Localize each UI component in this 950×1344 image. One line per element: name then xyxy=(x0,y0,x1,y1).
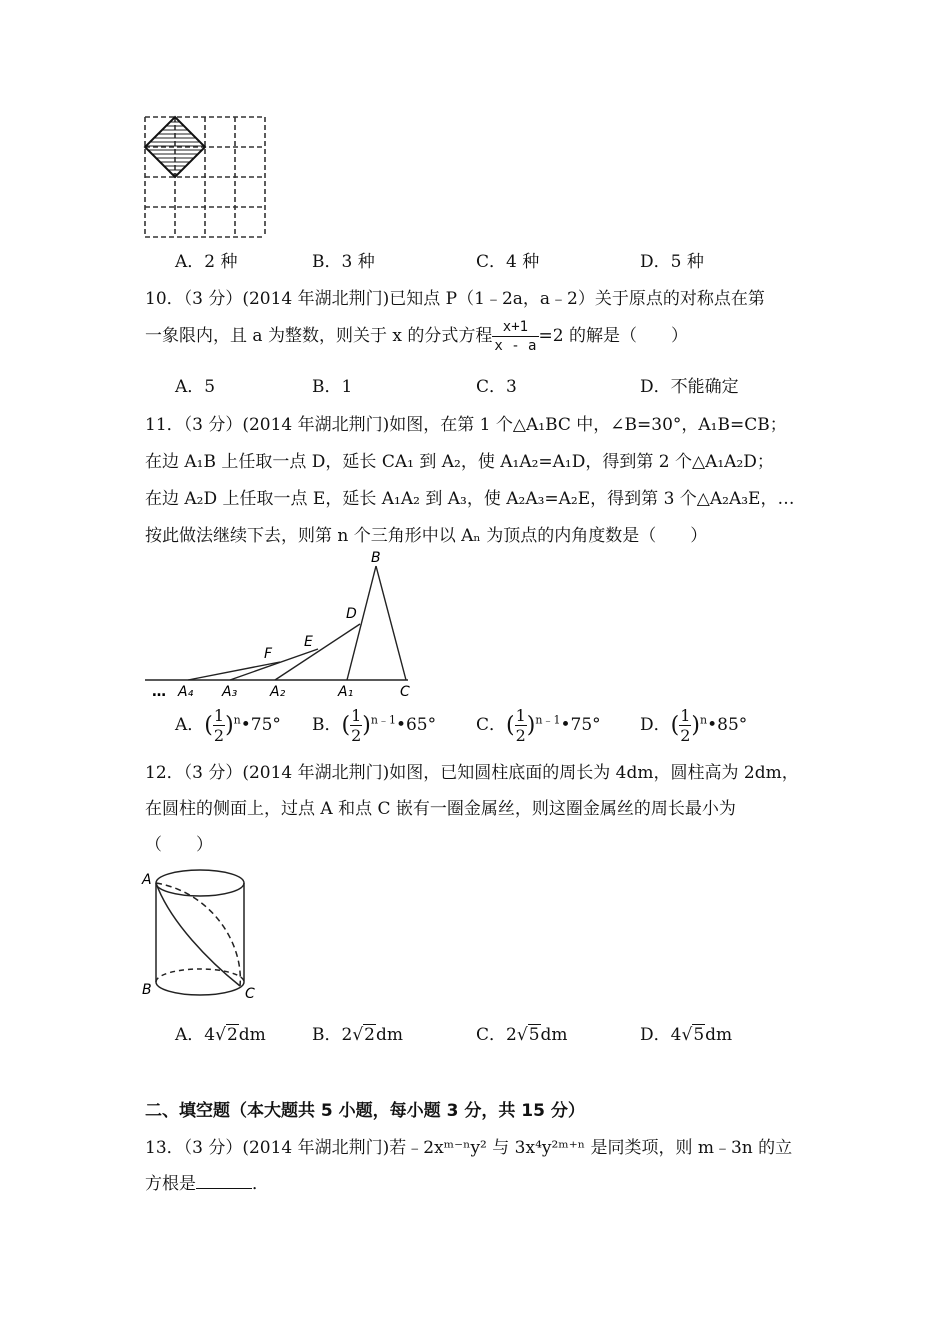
q9-option-a: A．2 种 xyxy=(175,252,238,272)
q13-line2-text: 方根是 xyxy=(145,1174,196,1194)
q12-option-d-unit: dm xyxy=(705,1025,733,1045)
q11-option-b-exponent: n﹣1 xyxy=(370,713,396,727)
q11-option-d: D．( $\frac{1}{2}$ )$^n$•85° xyxy=(640,706,748,745)
q12-option-d-radicand: 5 xyxy=(693,1025,705,1045)
q11-option-a-tail: •75° xyxy=(240,715,281,735)
q12-option-c-coef: 2 xyxy=(506,1025,517,1045)
q11-label-a2: A₂ xyxy=(270,684,286,700)
q12-option-b-letter: B． xyxy=(312,1025,342,1045)
q13-text-line2 xyxy=(145,1169,269,1194)
q10-text-line1: 10．（3 分）(2014 年湖北荆门)已知点 P（1﹣2a，a﹣2）关于原点的对称点在第 xyxy=(145,289,765,309)
q11-option-a-letter: A． xyxy=(175,715,205,735)
q12-option-a: A．4√2dm xyxy=(175,1025,266,1045)
q11-label-c: C xyxy=(400,684,410,700)
q11-option-b: B．( $\frac{1}{2}$ )$^{n﹣1}$•65° xyxy=(312,706,437,745)
q11-text-line1: 11．（3 分）(2014 年湖北荆门)如图，在第 1 个△A₁BC 中，∠B=30°，A₁B=CB； xyxy=(145,415,787,435)
q11-label-ellipsis: … xyxy=(152,684,166,700)
fraction-denominator: 2 xyxy=(351,726,362,745)
q10-fraction-numerator: x+1 xyxy=(492,318,538,337)
q11-option-c-tail: •75° xyxy=(560,715,601,735)
q12-option-b: B．2√2dm xyxy=(312,1025,404,1045)
q12-option-b-coef: 2 xyxy=(341,1025,353,1045)
q12-option-a-letter: A． xyxy=(175,1025,205,1045)
q11-option-a: A．( $\frac{1}{2}$ )$^n$•75° xyxy=(175,706,281,745)
fraction-numerator: 1 xyxy=(213,706,225,725)
q13-line2-end: ． xyxy=(252,1174,269,1194)
fraction-denominator: 2 xyxy=(213,726,225,745)
q12-option-c-letter: C． xyxy=(476,1025,507,1045)
q10-fraction-denominator: x - a xyxy=(494,338,537,354)
q12-label-a: A xyxy=(142,872,152,888)
q12-option-a-coef: 4 xyxy=(204,1025,216,1045)
q9-grid-figure xyxy=(140,112,272,242)
q12-option-d-letter: D． xyxy=(640,1025,671,1045)
q11-option-d-letter: D． xyxy=(640,715,671,735)
q10-line2-post: =2 的解是（ ） xyxy=(538,326,688,346)
q11-label-e: E xyxy=(304,634,313,650)
fraction-numerator: 1 xyxy=(351,706,362,725)
q12-text-line2: 在圆柱的侧面上，过点 A 和点 C 嵌有一圈金属丝，则这圈金属丝的周长最小为 xyxy=(145,799,736,819)
fraction-numerator: 1 xyxy=(680,706,691,725)
q11-option-c-exponent: n﹣1 xyxy=(535,713,561,727)
q12-label-b: B xyxy=(142,982,152,998)
q11-label-a3: A₃ xyxy=(222,684,238,700)
q11-option-d-tail: •85° xyxy=(707,715,748,735)
q11-label-d: D xyxy=(346,606,357,622)
q12-option-c: C．2√5dm xyxy=(476,1025,568,1045)
q13-text-line1: 13．（3 分）(2014 年湖北荆门)若﹣2xᵐ⁻ⁿy² 与 3x⁴y²ᵐ⁺ⁿ 是同类项，则 m﹣3n 的立 xyxy=(145,1138,793,1158)
q11-label-b: B xyxy=(371,550,381,566)
q11-option-d-exponent: n xyxy=(700,713,708,727)
q10-fraction xyxy=(492,318,538,355)
q11-option-b-tail: •65° xyxy=(395,715,437,735)
q10-text-line2 xyxy=(145,318,688,355)
q11-option-c-fraction xyxy=(515,706,527,745)
q12-option-b-radicand: 2 xyxy=(364,1025,375,1045)
section2-title: 二、填空题（本大题共 5 小题，每小题 3 分，共 15 分） xyxy=(145,1101,585,1121)
q9-option-d: D．5 种 xyxy=(640,252,704,272)
q11-option-c: C．( $\frac{1}{2}$ )$^{n﹣1}$•75° xyxy=(476,706,601,745)
q11-option-a-exponent: n xyxy=(233,713,241,727)
q12-text-line1: 12．（3 分）(2014 年湖北荆门)如图，已知圆柱底面的周长为 4dm，圆柱高为 2dm， xyxy=(145,763,799,783)
q10-line2-pre: 一象限内，且 a 为整数，则关于 x 的分式方程 xyxy=(145,326,493,346)
q11-text-line3: 在边 A₂D 上任取一点 E，延长 A₁A₂ 到 A₃，使 A₂A₃=A₂E，得到第 3 个△A₂A₃E，… xyxy=(145,489,795,509)
q12-text-line3: （ ） xyxy=(145,835,213,855)
q11-option-c-letter: C． xyxy=(476,715,507,735)
q12-label-c: C xyxy=(245,986,255,1002)
q11-label-f: F xyxy=(264,646,273,662)
q11-label-a1: A₁ xyxy=(338,684,354,700)
fraction-denominator: 2 xyxy=(680,726,691,745)
fraction-denominator: 2 xyxy=(515,726,526,745)
q11-option-b-letter: B． xyxy=(312,715,342,735)
q11-text-line4: 按此做法继续下去，则第 n 个三角形中以 Aₙ 为顶点的内角度数是（ ） xyxy=(145,526,708,546)
q12-option-a-unit: dm xyxy=(238,1025,266,1045)
q10-option-d: D．不能确定 xyxy=(640,377,739,397)
q11-option-b-fraction xyxy=(350,706,362,745)
q12-option-b-unit: dm xyxy=(376,1025,404,1045)
q9-option-c: C．4 种 xyxy=(476,252,540,272)
q9-option-b: B．3 种 xyxy=(312,252,375,272)
q11-triangle-figure xyxy=(140,548,430,702)
q12-option-a-radicand: 2 xyxy=(226,1025,238,1045)
q11-option-d-fraction xyxy=(679,706,691,745)
q12-cylinder-figure xyxy=(140,862,265,1006)
q11-label-a4: A₄ xyxy=(178,684,194,700)
q12-option-d: D．4√5dm xyxy=(640,1025,733,1045)
q11-text-line2: 在边 A₁B 上任取一点 D，延长 CA₁ 到 A₂，使 A₁A₂=A₁D，得到第 2 个△A₁A₂D； xyxy=(145,452,774,472)
q12-option-c-radicand: 5 xyxy=(528,1025,540,1045)
q12-option-d-coef: 4 xyxy=(670,1025,682,1045)
q11-option-a-fraction xyxy=(213,706,225,745)
q10-option-c: C．3 xyxy=(476,377,517,397)
q10-option-b: B．1 xyxy=(312,377,353,397)
q10-option-a: A．5 xyxy=(175,377,216,397)
q12-option-c-unit: dm xyxy=(540,1025,568,1045)
fraction-numerator: 1 xyxy=(515,706,526,725)
q13-answer-blank xyxy=(196,1172,252,1189)
